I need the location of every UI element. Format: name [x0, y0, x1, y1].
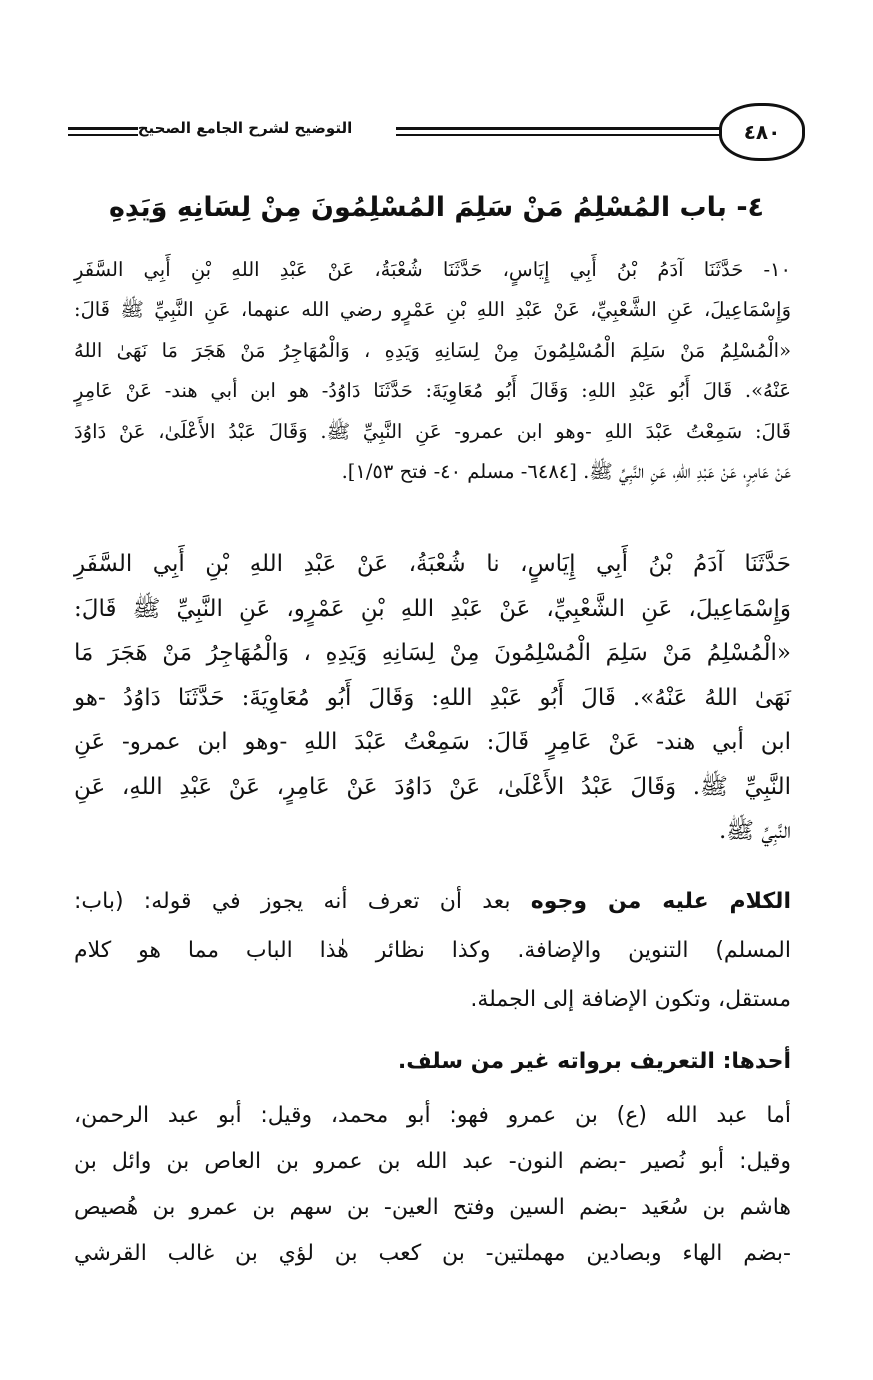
hadith-2-line: النَّبِيِّ ﷺ. وَقَالَ عَبْدُ الأَعْلَىٰ، عَنْ دَاوُدَ عَنْ عَامِرٍ، عَنْ عَبْدِ اللهِ، عَنِ — [74, 773, 791, 800]
commentary-line: -بضم الهاء وبصادين مهملتين- بن كعب بن لؤي بن غالب القرشي — [74, 1241, 791, 1266]
commentary-line — [74, 877, 791, 926]
header-rule-middle-bottom — [396, 134, 742, 136]
commentary-heading — [74, 1037, 791, 1086]
hadith-1-line: ١٠- حَدَّثَنَا آدَمُ بْنُ أَبِي إِيَاسٍ، حَدَّثَنَا شُعْبَةُ، عَنْ عَبْدِ اللهِ بْنِ أَبِي السَّفَرِ — [74, 258, 791, 281]
running-header — [68, 103, 805, 159]
commentary-line: المسلم) التنوين والإضافة. وكذا نظائر هٰذا الباب مما هو كلام — [74, 938, 791, 963]
hadith-1-line: قَالَ: سَمِعْتُ عَبْدَ اللهِ -وهو ابن عمرو- عَنِ النَّبِيِّ ﷺ. وَقَالَ عَبْدُ الأَعْلَىٰ، عَنْ دَاوُدَ — [74, 419, 791, 443]
hadith-1-line: عَنْ عَامِرٍ، عَنْ عَبْدِ اللهِ، عَنِ النَّبِيِّ ﷺ. [٦٤٨٤- مسلم ٤٠- فتح ١/٥٣]. — [341, 460, 791, 484]
commentary-lead: الكلام عليه من وجوه — [530, 889, 791, 914]
hadith-2 — [74, 542, 791, 854]
chapter-title: ٤- باب المُسْلِمُ مَنْ سَلِمَ المُسْلِمُونَ مِنْ لِسَانِهِ وَيَدِهِ — [108, 192, 765, 223]
hadith-2-line: النَّبِيِّ ﷺ. — [718, 818, 791, 844]
hadith-2-line: نَهَىٰ اللهُ عَنْهُ». قَالَ أَبُو عَبْدِ اللهِ: وَقَالَ أَبُو مُعَاوِيَةَ: حَدَّثَنَا دَاوُدُ -هو — [74, 684, 791, 711]
hadith-1-line: وَإِسْمَاعِيلَ، عَنِ الشَّعْبِيِّ، عَنْ عَبْدِ اللهِ بْنِ عَمْرٍو رضي الله عنهما، عَنِ النَّبِيِّ ﷺ قَالَ: — [74, 298, 791, 322]
hadith-2-line: ابن أبي هند- عَنْ عَامِرٍ قَالَ: سَمِعْتُ عَبْدَ اللهِ -وهو ابن عمرو- عَنِ — [74, 729, 791, 755]
header-rule-middle-top — [396, 127, 742, 130]
page-number-badge — [719, 103, 805, 161]
hadith-2-line: حَدَّثَنَا آدَمُ بْنُ أَبِي إِيَاسٍ، نا شُعْبَةُ، عَنْ عَبْدِ اللهِ بْنِ أَبِي السَّفَرِ — [74, 551, 791, 577]
commentary-text: بعد أن تعرف أنه يجوز في قوله: (باب: — [74, 889, 511, 914]
commentary-line: أما عبد الله (ع) بن عمرو فهو: أبو محمد، وقيل: أبو عبد الرحمن، — [74, 1103, 791, 1128]
commentary-intro — [74, 877, 791, 1024]
hadith-2-line: «الْمُسْلِمُ مَنْ سَلِمَ الْمُسْلِمُونَ مِنْ لِسَانِهِ وَيَدِهِ ، وَالْمُهَاجِرُ مَنْ هَجَرَ مَا — [74, 640, 791, 666]
commentary-line: هاشم بن سُعَيد -بضم السين وفتح العين- بن سهم بن عمرو بن هُصيص — [74, 1195, 791, 1220]
hadith-1-line: عَنْهُ». قَالَ أَبُو عَبْدِ اللهِ: وَقَالَ أَبُو مُعَاوِيَةَ: حَدَّثَنَا دَاوُدُ- هو ابن أبي هند- عَنْ عَامِرٍ — [74, 379, 791, 403]
commentary-heading-text: أحدها: التعريف برواته غير من سلف. — [397, 1049, 791, 1074]
hadith-2-line: وَإِسْمَاعِيلَ، عَنِ الشَّعْبِيِّ، عَنْ عَبْدِ اللهِ بْنِ عَمْرٍو، عَنِ النَّبِيِّ ﷺ قَالَ: — [74, 595, 791, 622]
page-number: ٤٨٠ — [743, 120, 781, 144]
hadith-1 — [74, 250, 791, 492]
commentary-line: مستقل، وتكون الإضافة إلى الجملة. — [470, 987, 791, 1012]
hadith-1-line: «الْمُسْلِمُ مَنْ سَلِمَ الْمُسْلِمُونَ مِنْ لِسَانِهِ وَيَدِهِ ، وَالْمُهَاجِرُ مَنْ هَجَرَ مَا نَهَىٰ اللهُ — [74, 338, 791, 362]
commentary-narrators — [74, 1093, 791, 1277]
book-title: التوضيح لشرح الجامع الصحيح — [137, 119, 353, 137]
commentary-line: وقيل: أبو نُصير -بضم النون- عبد الله بن عمرو بن العاص بن وائل بن — [74, 1149, 791, 1174]
